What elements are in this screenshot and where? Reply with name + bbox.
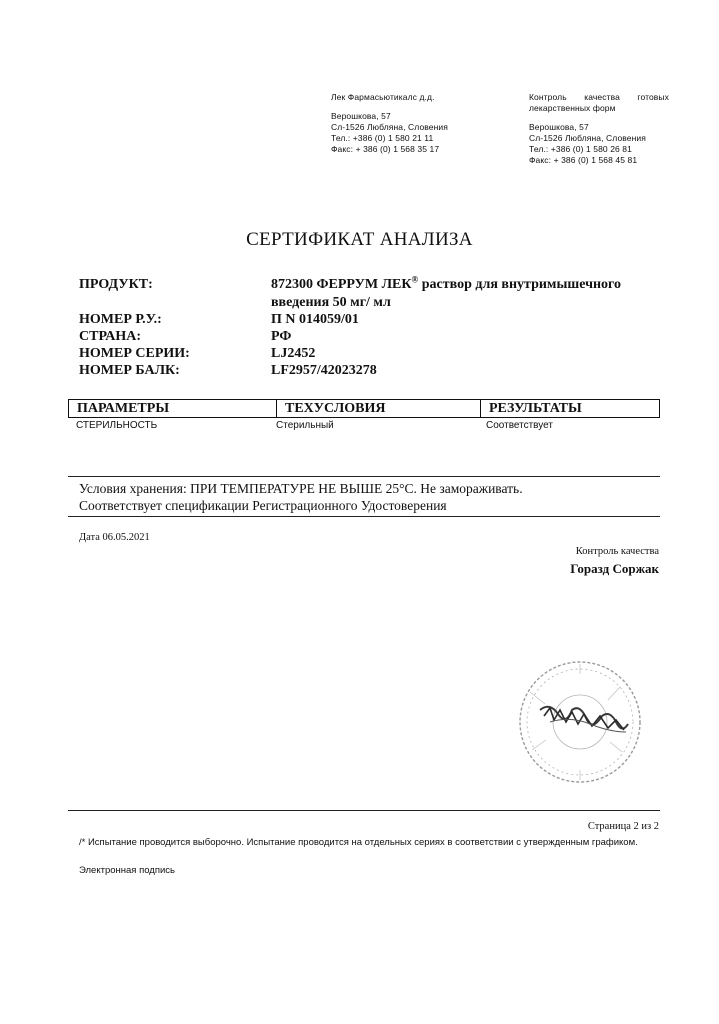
fax: Факс: + 386 (0) 1 568 45 81	[529, 155, 638, 165]
manufacturer-address	[331, 92, 448, 155]
department-line-1: Контроль качества готовых	[529, 92, 669, 102]
divider-bottom	[68, 516, 660, 517]
header-results: РЕЗУЛЬТАТЫ	[489, 401, 582, 416]
document-title: СЕРТИФИКАТ АНАЛИЗА	[246, 229, 473, 250]
signer-role: Контроль качества	[575, 546, 659, 557]
city: Сл-1526 Любляна, Словения	[331, 122, 448, 132]
company-name: Лек Фармасьютикалс д.д.	[331, 92, 435, 102]
signer-name: Горазд Соржак	[570, 561, 659, 576]
divider-top	[68, 476, 660, 477]
country-label: СТРАНА:	[79, 329, 141, 344]
product-form: раствор для внутримышечного	[418, 277, 622, 292]
product-label: ПРОДУКТ:	[79, 277, 153, 292]
registration-value: П N 014059/01	[271, 312, 359, 327]
cell-result: Соответствует	[486, 420, 553, 431]
batch-value: LJ2452	[271, 346, 316, 361]
compliance-statement: Соответствует спецификации Регистрационного Удостоверения	[79, 498, 447, 513]
storage-conditions: Условия хранения: ПРИ ТЕМПЕРАТУРЕ НЕ ВЫШЕ 25°С. Не замораживать.	[79, 481, 523, 496]
batch-label: НОМЕР СЕРИИ:	[79, 346, 190, 361]
phone: Тел.: +386 (0) 1 580 21 11	[331, 133, 434, 143]
header-specifications: ТЕХУСЛОВИЯ	[277, 400, 481, 417]
official-seal	[510, 652, 650, 797]
cell-specification: Стерильный	[276, 420, 334, 431]
bulk-value: LF2957/42023278	[271, 363, 377, 378]
product-dosage: введения 50 мг/ мл	[271, 295, 391, 310]
page-number: Страница 2 из 2	[587, 821, 659, 832]
cell-parameter: СТЕРИЛЬНОСТЬ	[76, 420, 158, 431]
street: Верошкова, 57	[529, 122, 589, 132]
fax: Факс: + 386 (0) 1 568 35 17	[331, 144, 440, 154]
table-row	[68, 418, 660, 433]
street: Верошкова, 57	[331, 111, 391, 121]
header-parameters: ПАРАМЕТРЫ	[69, 400, 277, 417]
bulk-label: НОМЕР БАЛК:	[79, 363, 180, 378]
qc-department-address	[529, 92, 669, 166]
footer-divider	[68, 810, 660, 811]
country-value: РФ	[271, 329, 292, 344]
registration-label: НОМЕР Р.У.:	[79, 312, 162, 327]
registered-mark: ®	[411, 274, 419, 285]
footnote: /* Испытание проводится выборочно. Испытание проводится на отдельных сериях в соответствии с утвержденным графиком.	[79, 837, 638, 848]
issue-date: Дата 06.05.2021	[79, 532, 150, 543]
city: Сл-1526 Любляна, Словения	[529, 133, 646, 143]
department-line-2: лекарственных форм	[529, 103, 616, 113]
product-name: 872300 ФЕРРУМ ЛЕК	[271, 277, 412, 292]
phone: Тел.: +386 (0) 1 580 26 81	[529, 144, 632, 154]
product-value	[271, 276, 621, 294]
results-table	[68, 399, 660, 433]
table-header	[68, 399, 660, 418]
electronic-signature-note: Электронная подпись	[79, 865, 175, 876]
